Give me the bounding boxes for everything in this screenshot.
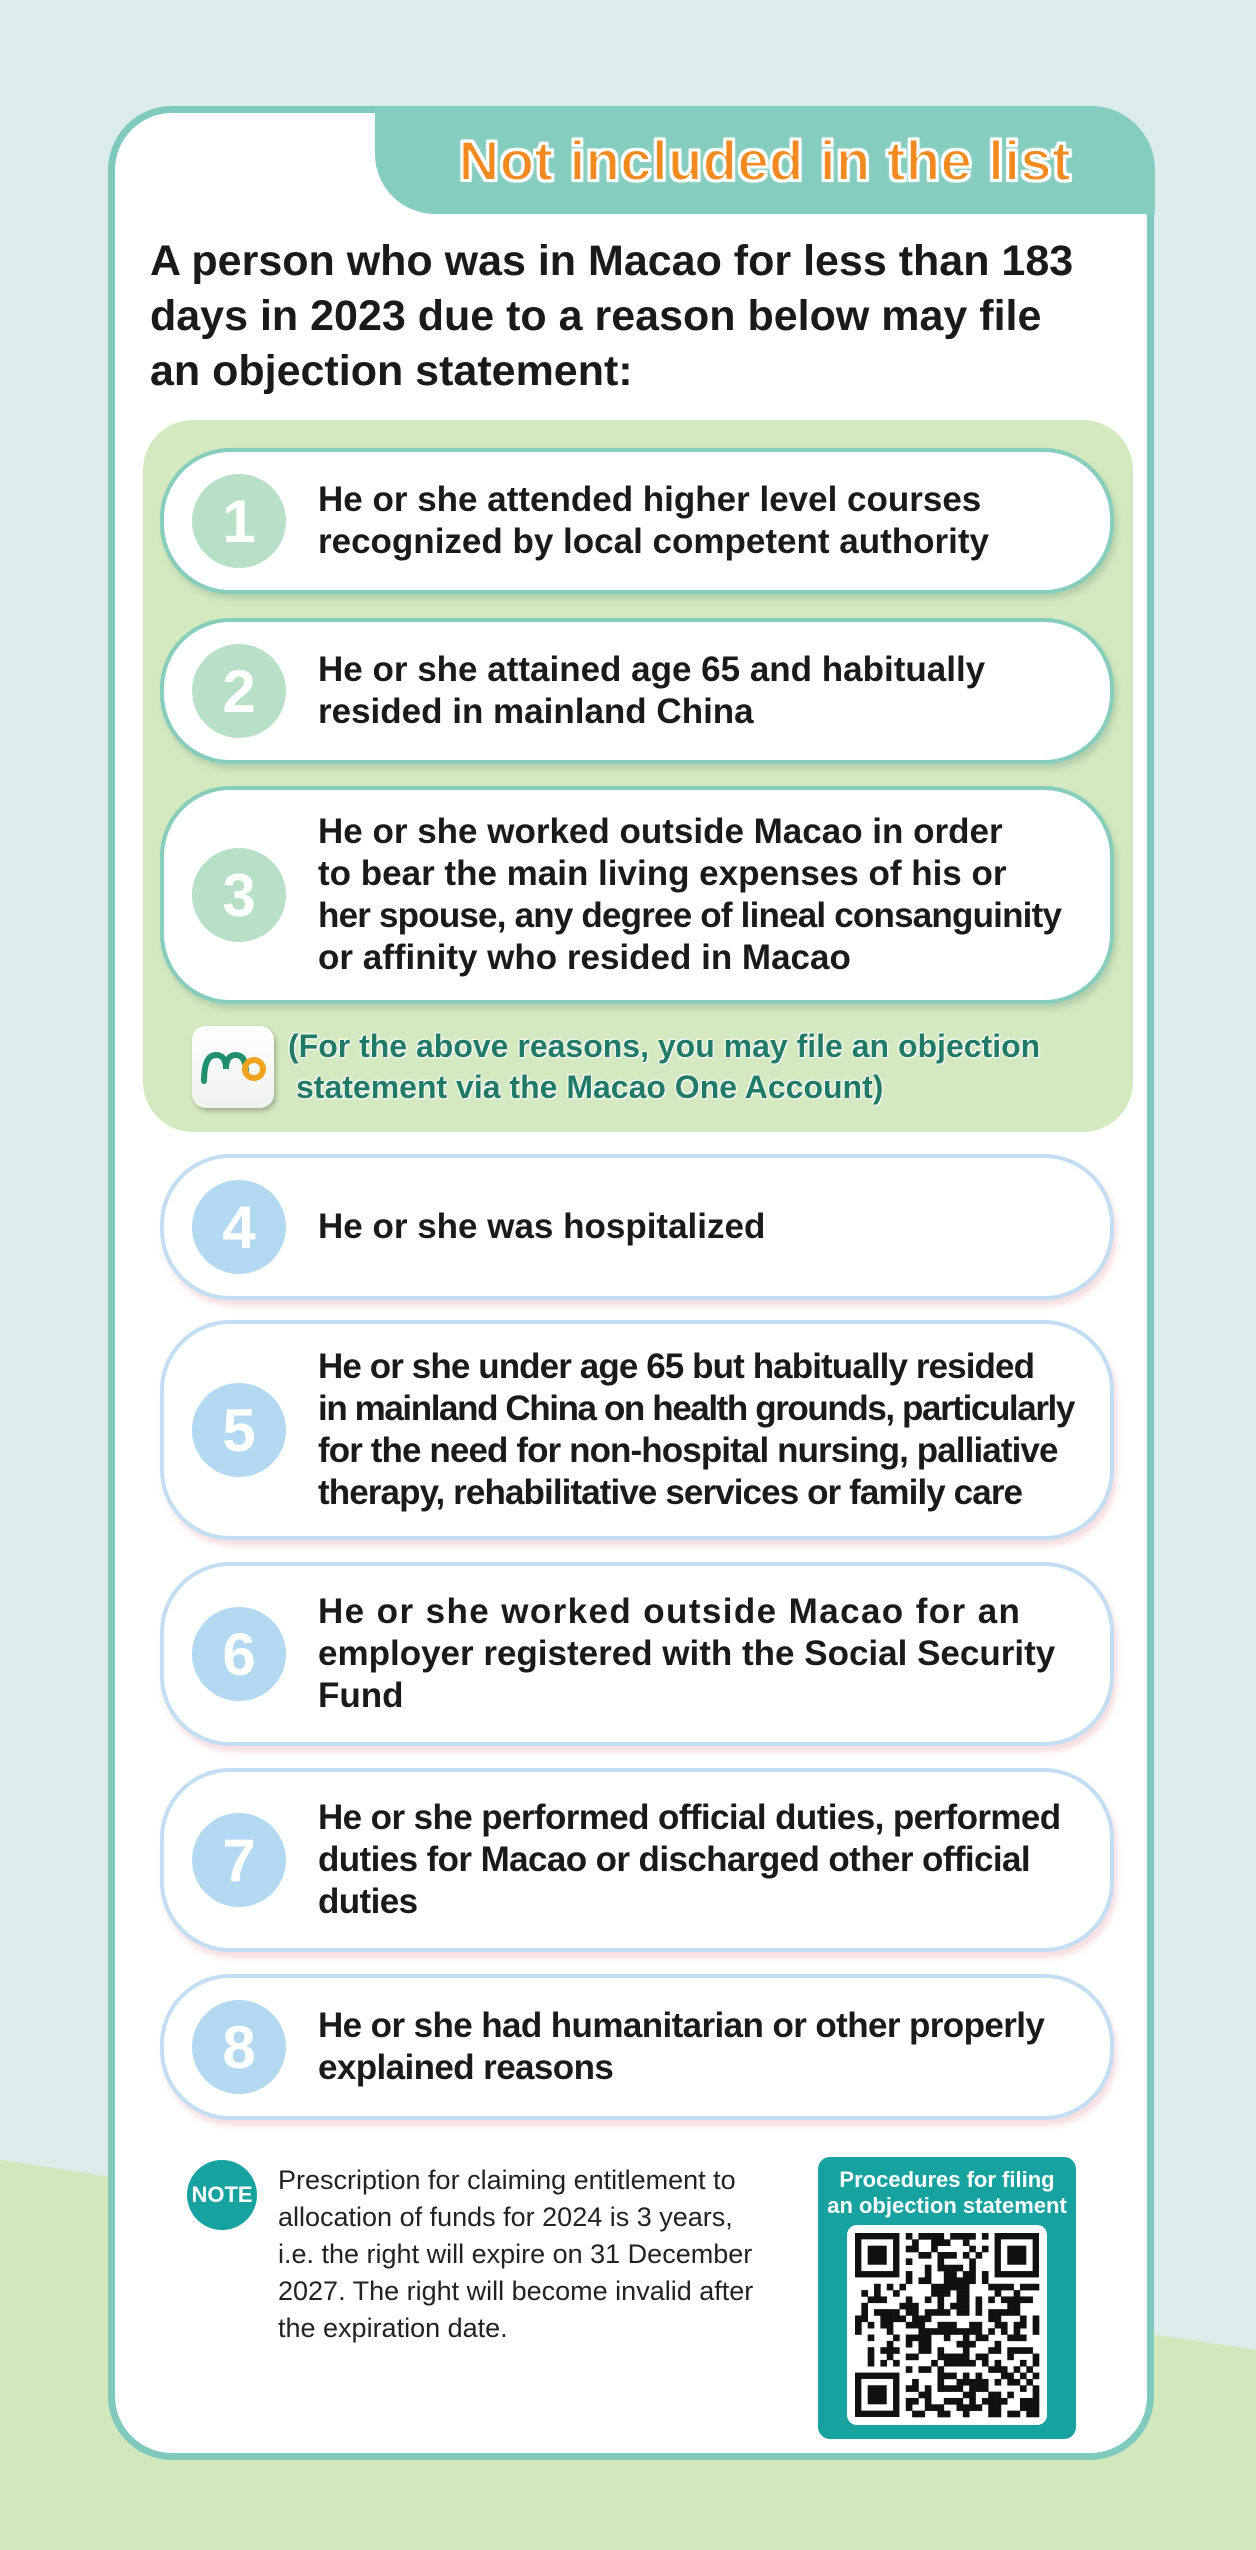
reason-line: in mainland China on health grounds, particularly (318, 1389, 1074, 1428)
reason-line: explained reasons (318, 2048, 614, 2087)
reason-number-badge: 7 (192, 1813, 286, 1907)
note-badge: NOTE (187, 2160, 257, 2230)
qr-panel[interactable] (818, 2157, 1076, 2439)
reason-line: resided in mainland China (318, 692, 754, 731)
reason-item-6 (160, 1562, 1114, 1746)
reason-line: He or she under age 65 but habitually resided (318, 1347, 1035, 1386)
reason-item-4 (160, 1154, 1114, 1300)
reason-line: duties (318, 1882, 418, 1921)
reason-number-badge: 4 (192, 1180, 286, 1274)
reason-item-5 (160, 1320, 1114, 1540)
macao-one-account-logo-icon (192, 1026, 274, 1108)
reason-item-8 (160, 1974, 1114, 2120)
reason-line: to bear the main living expenses of his or (318, 854, 1007, 893)
note-line: the expiration date. (278, 2313, 508, 2343)
reason-item-3 (160, 786, 1114, 1004)
reason-text (318, 811, 1091, 979)
reason-line: for the need for non-hospital nursing, palliative (318, 1431, 1058, 1470)
reason-line: Fund (318, 1676, 404, 1715)
intro-line: A person who was in Macao for less than 183 (150, 237, 1074, 285)
reason-text (318, 1346, 1104, 1514)
reason-text (318, 1206, 795, 1248)
reason-text (318, 1797, 1091, 1923)
qr-title (818, 2167, 1076, 2219)
qr-title-line: Procedures for filing (839, 2167, 1055, 2192)
reason-line: He or she worked outside Macao in order (318, 812, 1003, 851)
reason-item-7 (160, 1768, 1114, 1952)
reason-line: He or she performed official duties, performed (318, 1798, 1061, 1837)
reason-item-2 (160, 618, 1114, 764)
reason-number-badge: 2 (192, 644, 286, 738)
note-line: i.e. the right will expire on 31 December (278, 2239, 753, 2269)
reason-number-badge: 6 (192, 1607, 286, 1701)
macao-one-line: (For the above reasons, you may file an objection (288, 1028, 1041, 1064)
reason-line: therapy, rehabilitative services or family care (318, 1473, 1023, 1512)
reason-number-badge: 1 (192, 474, 286, 568)
macao-one-line: statement via the Macao One Account) (296, 1069, 884, 1105)
reason-line: He or she was hospitalized (318, 1207, 766, 1246)
note-line: Prescription for claiming entitlement to (278, 2165, 736, 2195)
reason-number-badge: 3 (192, 848, 286, 942)
reason-line: He or she had humanitarian or other properly (318, 2006, 1045, 2045)
note-line: 2027. The right will become invalid after (278, 2276, 754, 2306)
reason-text (318, 479, 1019, 563)
header-title: Not included in the list (458, 128, 1072, 192)
note-line: allocation of funds for 2024 is 3 years, (278, 2202, 733, 2232)
reason-line: her spouse, any degree of lineal consanguinity (318, 896, 1062, 935)
reason-line: He or she attended higher level courses (318, 480, 982, 519)
macao-one-account-note (192, 1025, 1122, 1109)
intro-text (150, 234, 1140, 399)
header-tab (375, 106, 1155, 214)
reason-text (318, 649, 1015, 733)
reason-line: He or she worked outside Macao for an (318, 1592, 1022, 1631)
reason-line: recognized by local competent authority (318, 522, 989, 561)
reason-text (318, 1591, 1085, 1717)
reason-line: or affinity who resided in Macao (318, 938, 851, 977)
qr-title-line: an objection statement (827, 2193, 1067, 2218)
note-text (278, 2162, 798, 2347)
reason-line: He or she attained age 65 and habitually (318, 650, 986, 689)
reason-line: duties for Macao or discharged other official (318, 1840, 1031, 1879)
intro-line: an objection statement: (150, 347, 633, 395)
intro-line: days in 2023 due to a reason below may file (150, 292, 1042, 340)
macao-one-account-text (288, 1026, 1040, 1108)
reason-number-badge: 8 (192, 2000, 286, 2094)
reason-item-1 (160, 448, 1114, 594)
reason-number-badge: 5 (192, 1383, 286, 1477)
reason-line: employer registered with the Social Security (318, 1634, 1056, 1673)
qr-code-icon[interactable] (847, 2225, 1047, 2425)
reason-text (318, 2005, 1074, 2089)
